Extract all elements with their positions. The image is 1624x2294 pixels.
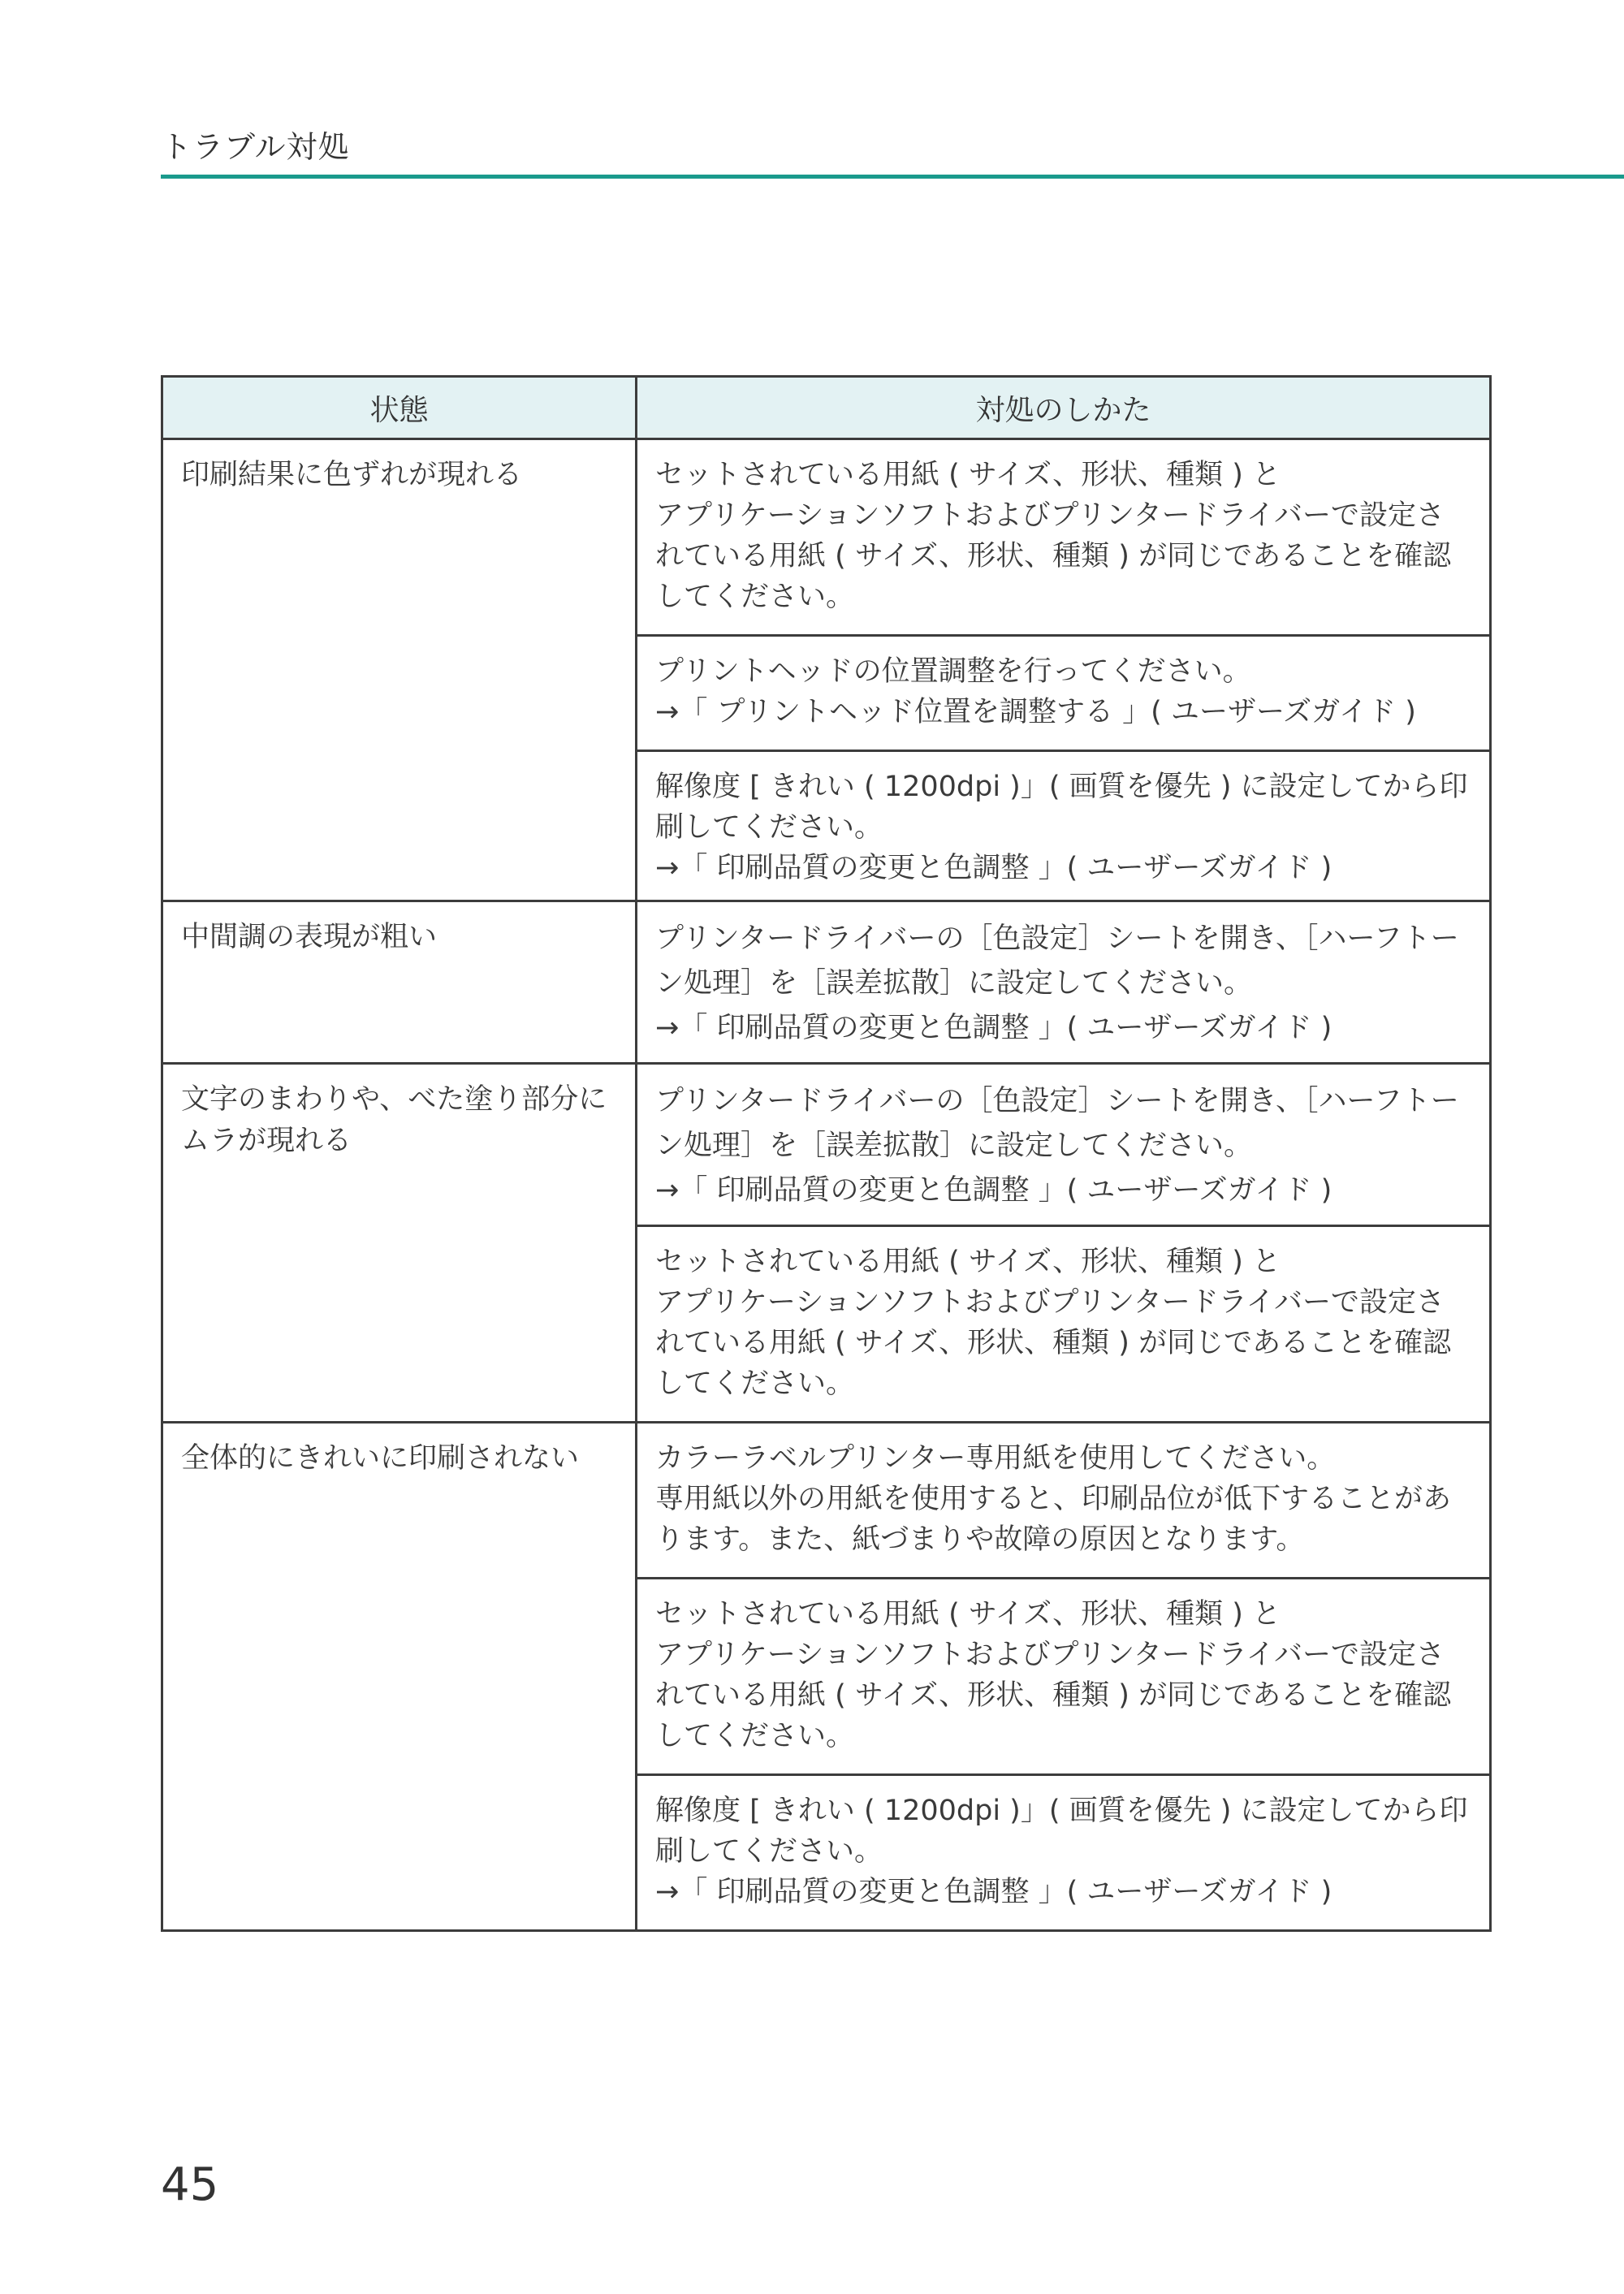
remedy-cell bbox=[637, 1226, 1491, 1423]
remedy-link-line: →「 印刷品質の変更と色調整 」( ユーザーズガイド ) bbox=[655, 1012, 1332, 1044]
remedy-cell bbox=[637, 1579, 1491, 1775]
remedy-line: 刷してください。 bbox=[655, 1835, 883, 1868]
header-rule bbox=[161, 175, 1624, 179]
remedy-line: アプリケーションソフトおよびプリンタードライバーで設定さ bbox=[655, 499, 1445, 532]
remedy-line: れている用紙 ( サイズ、形状、種類 ) が同じであることを確認 bbox=[655, 1679, 1452, 1712]
remedy-line: 刷してください。 bbox=[655, 811, 883, 844]
column-header-state: 状態 bbox=[162, 377, 637, 439]
remedy-link-line: →「 印刷品質の変更と色調整 」( ユーザーズガイド ) bbox=[655, 852, 1332, 884]
remedy-link-line: →「 印刷品質の変更と色調整 」( ユーザーズガイド ) bbox=[655, 1174, 1332, 1207]
remedy-line: ります。また、紙づまりや故障の原因となります。 bbox=[655, 1523, 1305, 1556]
remedy-link-line: →「 プリントヘッド位置を調整する 」( ユーザーズガイド ) bbox=[655, 696, 1416, 728]
remedy-line: してください。 bbox=[655, 1720, 855, 1752]
column-header-remedy: 対処のしかた bbox=[637, 377, 1491, 439]
remedy-link-line: →「 印刷品質の変更と色調整 」( ユーザーズガイド ) bbox=[655, 1876, 1332, 1908]
remedy-cell bbox=[637, 751, 1491, 901]
remedy-line: れている用紙 ( サイズ、形状、種類 ) が同じであることを確認 bbox=[655, 1327, 1452, 1359]
table-row bbox=[162, 1064, 1491, 1226]
remedy-line: セットされている用紙 ( サイズ、形状、種類 ) と bbox=[655, 1598, 1281, 1631]
remedy-line: アプリケーションソフトおよびプリンタードライバーで設定さ bbox=[655, 1286, 1445, 1319]
remedy-line: セットされている用紙 ( サイズ、形状、種類 ) と bbox=[655, 1246, 1281, 1278]
remedy-cell bbox=[637, 1064, 1491, 1226]
table-header-row bbox=[162, 377, 1491, 439]
troubleshooting-table bbox=[161, 375, 1492, 1932]
remedy-cell bbox=[637, 1423, 1491, 1579]
remedy-line: れている用紙 ( サイズ、形状、種類 ) が同じであることを確認 bbox=[655, 540, 1452, 572]
remedy-line: カラーラベルプリンター専用紙を使用してください。 bbox=[655, 1442, 1336, 1475]
state-cell: 文字のまわりや、べた塗り部分にムラが現れる bbox=[162, 1064, 637, 1423]
remedy-line: してください。 bbox=[655, 1367, 855, 1400]
table-row bbox=[162, 1423, 1491, 1579]
remedy-cell bbox=[637, 636, 1491, 751]
state-cell: 中間調の表現が粗い bbox=[162, 901, 637, 1064]
state-cell: 印刷結果に色ずれが現れる bbox=[162, 439, 637, 901]
remedy-line: 専用紙以外の用紙を使用すると、印刷品位が低下することがあ bbox=[655, 1483, 1452, 1515]
remedy-line: ン処理］を［誤差拡散］に設定してください。 bbox=[655, 1130, 1253, 1162]
remedy-line: ン処理］を［誤差拡散］に設定してください。 bbox=[655, 967, 1253, 1000]
remedy-line: プリンタードライバーの［色設定］シートを開き、［ハーフトー bbox=[655, 922, 1459, 955]
remedy-line: アプリケーションソフトおよびプリンタードライバーで設定さ bbox=[655, 1639, 1445, 1671]
section-title: トラブル対処 bbox=[161, 129, 350, 165]
table-row bbox=[162, 901, 1491, 1064]
remedy-line: してください。 bbox=[655, 581, 855, 613]
table-row bbox=[162, 439, 1491, 636]
state-cell: 全体的にきれいに印刷されない bbox=[162, 1423, 637, 1931]
remedy-line: 解像度 [ きれい ( 1200dpi )」( 画質を優先 ) に設定してから印 bbox=[655, 771, 1468, 803]
remedy-line: プリントヘッドの位置調整を行ってください。 bbox=[655, 655, 1251, 688]
remedy-cell bbox=[637, 1775, 1491, 1931]
remedy-line: プリンタードライバーの［色設定］シートを開き、［ハーフトー bbox=[655, 1085, 1459, 1117]
page-number: 45 bbox=[161, 2158, 219, 2211]
remedy-line: セットされている用紙 ( サイズ、形状、種類 ) と bbox=[655, 459, 1281, 491]
remedy-cell bbox=[637, 901, 1491, 1064]
remedy-line: 解像度 [ きれい ( 1200dpi )」( 画質を優先 ) に設定してから印 bbox=[655, 1795, 1468, 1827]
remedy-cell bbox=[637, 439, 1491, 636]
